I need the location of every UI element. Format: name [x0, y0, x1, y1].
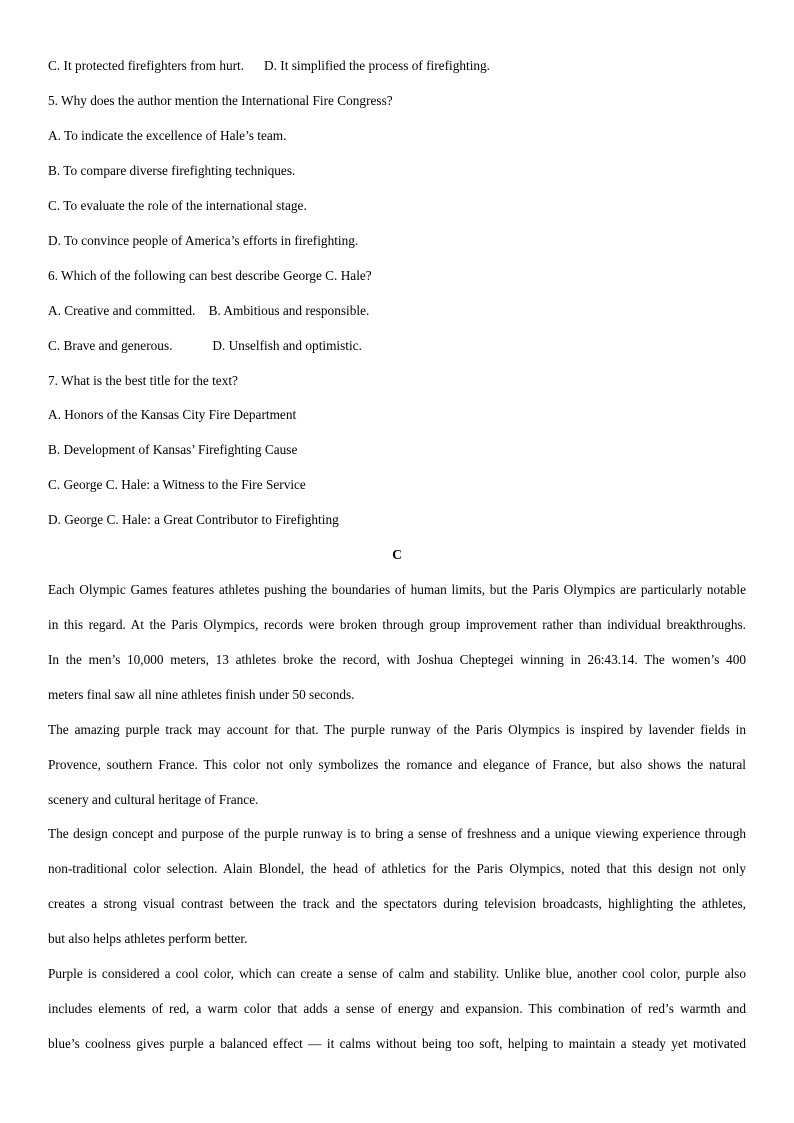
- q5-option-a: A. To indicate the excellence of Hale’s team.: [48, 128, 287, 143]
- paragraph-line: but also helps athletes perform better.: [48, 931, 248, 946]
- paragraph-line: scenery and cultural heritage of France.: [48, 792, 259, 807]
- paragraph-line: Provence, southern France. This color not only symbolizes the romance and elegance of France, but also shows the natural: [48, 757, 746, 772]
- passage-paragraph-3: [48, 826, 746, 966]
- q5-option-b: B. To compare diverse firefighting techniques.: [48, 163, 296, 178]
- paragraph-line: blue’s coolness gives purple a balanced effect — it calms without being too soft, helping to maintain a steady yet motivated: [48, 1036, 746, 1051]
- q4-options-cd: C. It protected firefighters from hurt. D. It simplified the process of firefighting.: [48, 58, 491, 73]
- q7-option-b: B. Development of Kansas’ Firefighting Cause: [48, 442, 298, 457]
- q7-option-d: D. George C. Hale: a Great Contributor to Firefighting: [48, 512, 339, 527]
- paragraph-line: creates a strong visual contrast between the track and the spectators during television broadcasts, highlighting the athletes,: [48, 896, 746, 911]
- q5-stem: 5. Why does the author mention the International Fire Congress?: [48, 93, 393, 108]
- paragraph-line: includes elements of red, a warm color that adds a sense of energy and expansion. This combination of red’s warmth and: [48, 1001, 746, 1016]
- paragraph-line: The design concept and purpose of the purple runway is to bring a sense of freshness and a unique viewing experience through: [48, 826, 746, 841]
- q6-options-cd: C. Brave and generous. D. Unselfish and optimistic.: [48, 338, 362, 353]
- paragraph-line: In the men’s 10,000 meters, 13 athletes broke the record, with Joshua Cheptegei winning in 26:43.14. The women’s 400: [48, 652, 746, 667]
- q7-stem: 7. What is the best title for the text?: [48, 373, 238, 388]
- q6-stem: 6. Which of the following can best describe George C. Hale?: [48, 268, 372, 283]
- passage-paragraph-1: [48, 582, 746, 722]
- q5-option-c: C. To evaluate the role of the international stage.: [48, 198, 307, 213]
- q7-option-c: C. George C. Hale: a Witness to the Fire Service: [48, 477, 306, 492]
- section-heading: C: [392, 547, 402, 562]
- q6-options-ab: A. Creative and committed. B. Ambitious and responsible.: [48, 303, 370, 318]
- paragraph-line: non-traditional color selection. Alain Blondel, the head of athletics for the Paris Olympics, noted that this design not only: [48, 861, 746, 876]
- q7-option-a: A. Honors of the Kansas City Fire Department: [48, 407, 297, 422]
- paragraph-line: Purple is considered a cool color, which can create a sense of calm and stability. Unlike blue, another cool color, purple also: [48, 966, 746, 981]
- q5-option-d: D. To convince people of America’s efforts in firefighting.: [48, 233, 359, 248]
- passage-paragraph-4: [48, 966, 746, 1071]
- paragraph-line: Each Olympic Games features athletes pushing the boundaries of human limits, but the Paris Olympics are particularly notable: [48, 582, 746, 597]
- paragraph-line: in this regard. At the Paris Olympics, records were broken through group improvement rather than individual breakthroughs.: [48, 617, 746, 632]
- passage-paragraph-2: [48, 722, 746, 827]
- paragraph-line: meters final saw all nine athletes finish under 50 seconds.: [48, 687, 355, 702]
- paragraph-line: The amazing purple track may account for that. The purple runway of the Paris Olympics is inspired by lavender fields in: [48, 722, 746, 737]
